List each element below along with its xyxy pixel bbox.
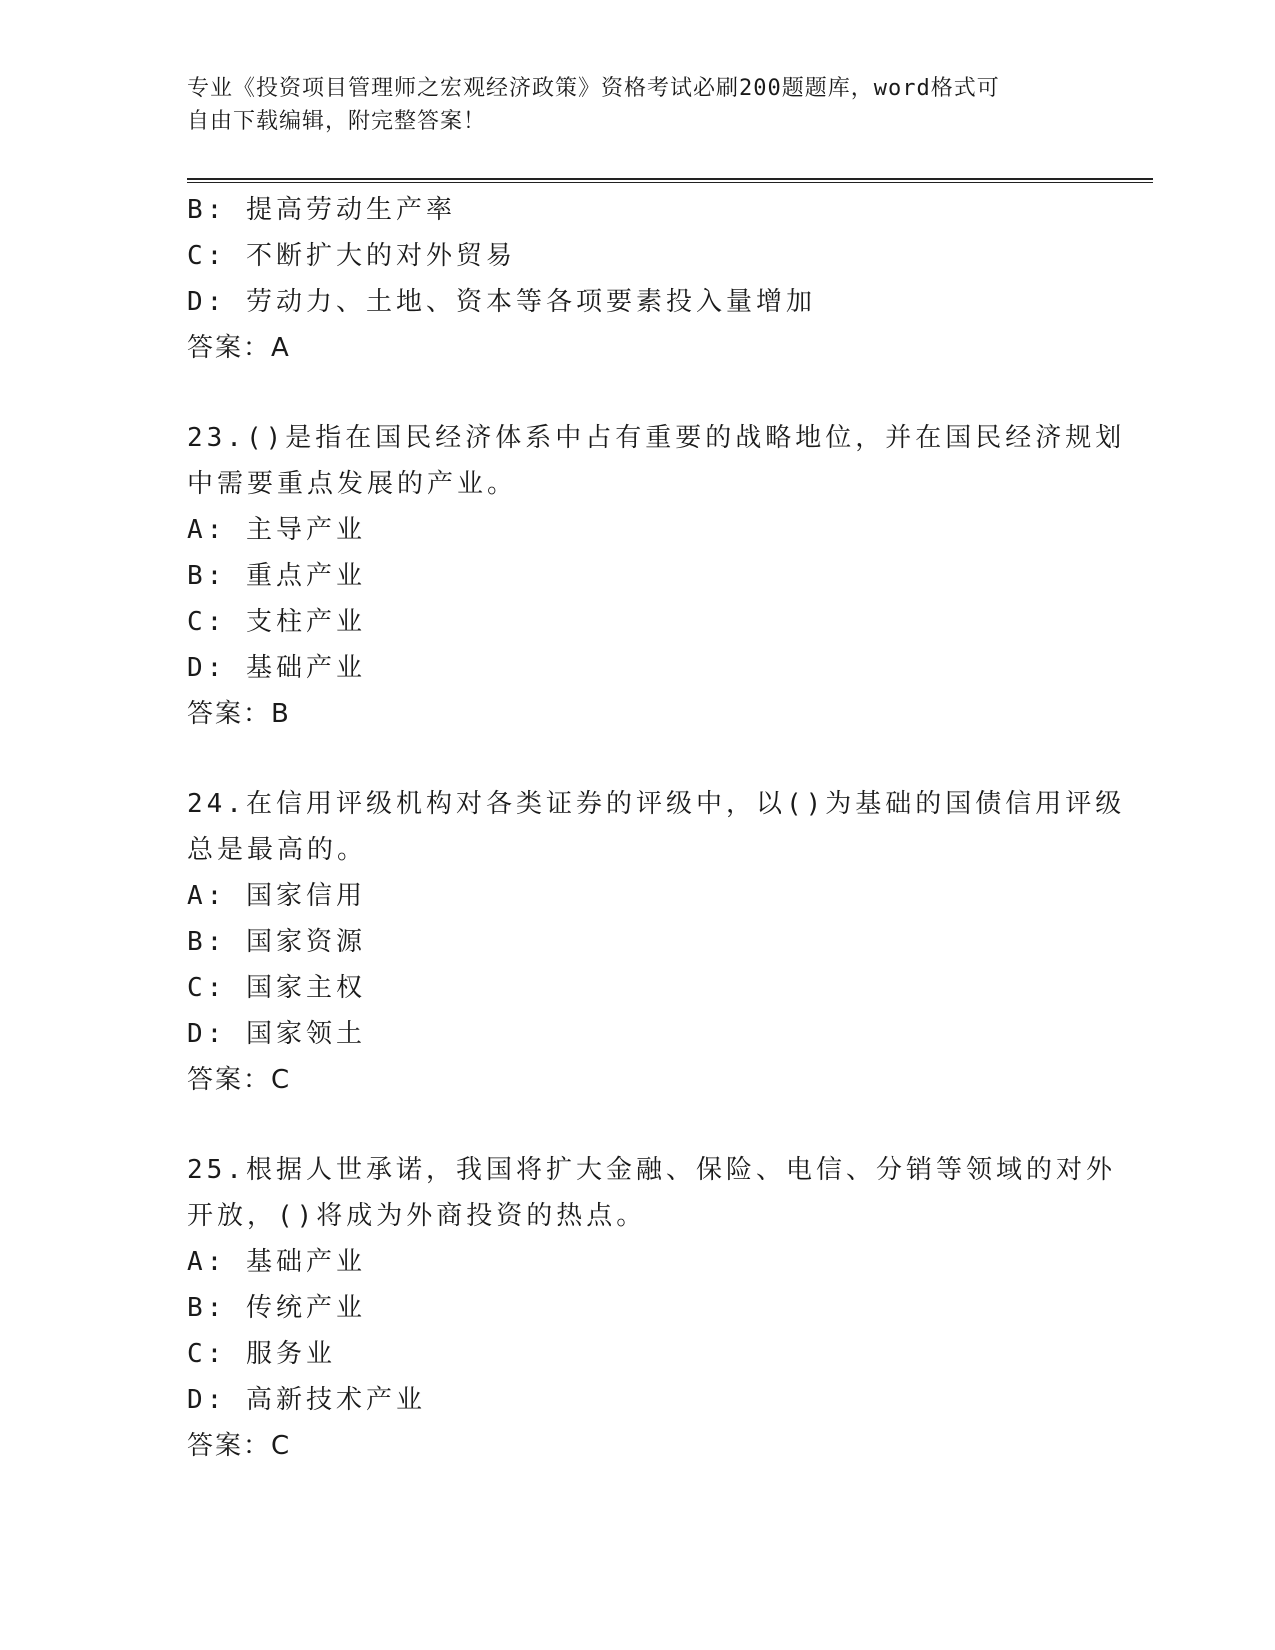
question-stem-cont: 开放，()将成为外商投资的热点。 (187, 1201, 647, 1231)
option-b: B: 重点产业 (187, 561, 366, 591)
question-stem: 25.根据人世承诺，我国将扩大金融、保险、电信、分销等领域的对外 (187, 1155, 1116, 1185)
option-b: B: 传统产业 (187, 1293, 366, 1323)
question-23 (187, 415, 1126, 737)
option-d: D: 劳动力、土地、资本等各项要素投入量增加 (187, 287, 816, 317)
header-divider (187, 178, 1153, 183)
option-c: C: 支柱产业 (187, 607, 366, 637)
option-d: D: 高新技术产业 (187, 1385, 426, 1415)
question-25 (187, 1147, 1116, 1469)
question-stem: 24.在信用评级机构对各类证券的评级中，以()为基础的国债信用评级 (187, 789, 1126, 819)
option-a: A: 国家信用 (187, 881, 366, 911)
option-b: B: 国家资源 (187, 927, 366, 957)
header-line-2: 自由下载编辑，附完整答案！ (187, 109, 487, 134)
answer: 答案：A (187, 333, 291, 363)
question-stem-cont: 中需要重点发展的产业。 (187, 469, 518, 499)
option-c: C: 国家主权 (187, 973, 366, 1003)
header-line-1: 专业《投资项目管理师之宏观经济政策》资格考试必刷200题题库，word格式可 (187, 76, 1000, 101)
option-c: C: 服务业 (187, 1339, 336, 1369)
option-a: A: 基础产业 (187, 1247, 366, 1277)
answer: 答案：B (187, 699, 291, 729)
answer: 答案：C (187, 1431, 292, 1461)
document-header (187, 72, 1067, 138)
answer: 答案：C (187, 1065, 292, 1095)
option-d: D: 基础产业 (187, 653, 366, 683)
question-24 (187, 781, 1126, 1103)
option-a: A: 主导产业 (187, 515, 366, 545)
option-c: C: 不断扩大的对外贸易 (187, 241, 516, 271)
option-d: D: 国家领土 (187, 1019, 366, 1049)
question-list (187, 187, 1126, 1469)
question-22-tail (187, 187, 1087, 371)
option-b: B: 提高劳动生产率 (187, 195, 456, 225)
question-stem: 23.()是指在国民经济体系中占有重要的战略地位，并在国民经济规划 (187, 423, 1126, 453)
question-stem-cont: 总是最高的。 (187, 835, 368, 865)
